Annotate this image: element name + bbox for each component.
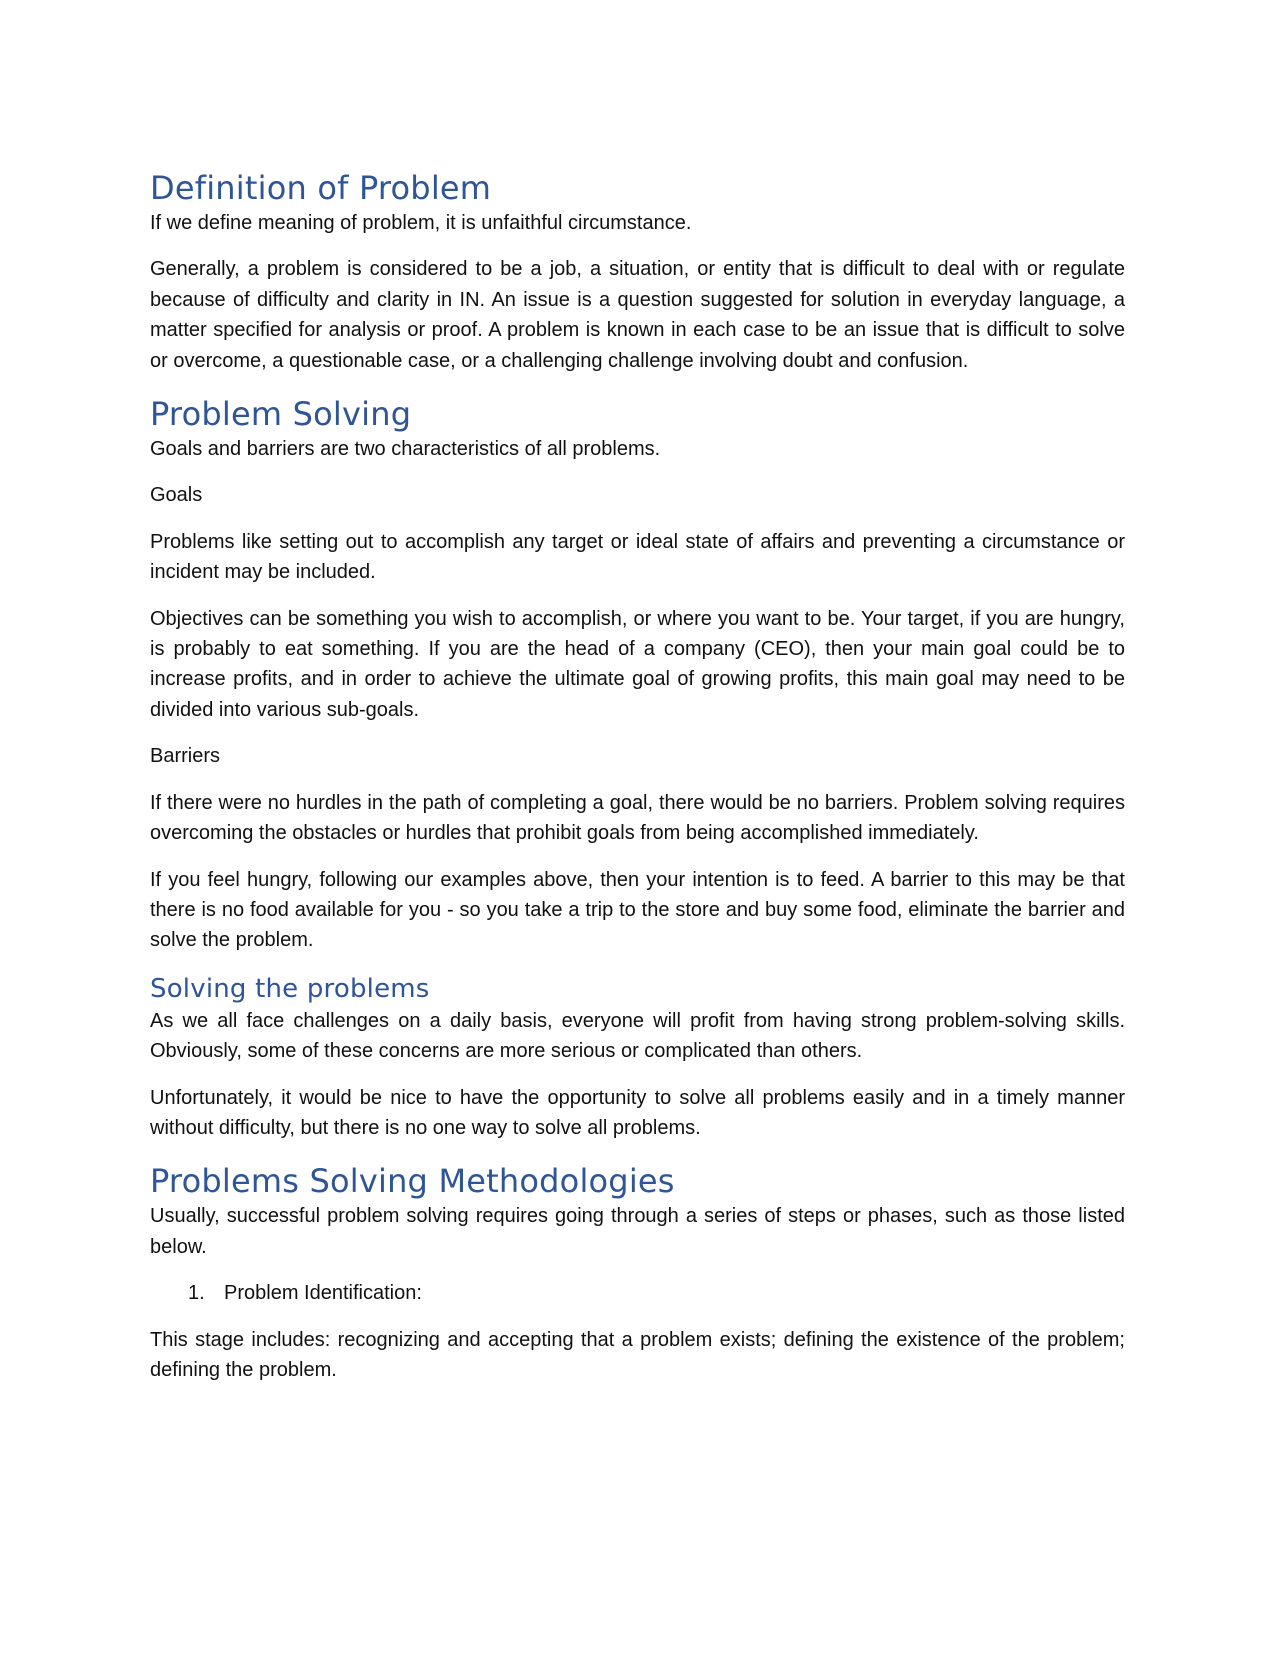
paragraph: If we define meaning of problem, it is unfaithful circumstance. [150,212,692,234]
paragraph: As we all face challenges on a daily basis, everyone will profit from having strong problem-solving skills. Obviously, some of these concerns are more serious or complicated than others. [150,1009,1125,1063]
paragraph: If you feel hungry, following our examples above, then your intention is to feed. A barrier to this may be that there is no food available for you - so you take a trip to the store and buy some food, eliminate the barrier and solve the problem. [150,868,1125,952]
paragraph: Unfortunately, it would be nice to have the opportunity to solve all problems easily and in a timely manner without difficulty, but there is no one way to solve all problems. [150,1086,1125,1139]
heading-solving-the-problems: Solving the problems [150,973,430,1004]
paragraph: This stage includes: recognizing and accepting that a problem exists; defining the existence of the problem; defining the problem. [150,1328,1125,1381]
paragraph: Goals and barriers are two characteristics of all problems. [150,438,661,461]
paragraph: Generally, a problem is considered to be a job, a situation, or entity that is difficult to deal with or regulate because of difficulty and clarity in IN. An issue is a question suggested for solution in everyday language, a matter specified for analysis or proof. A problem is known in each case to be an issue that is difficult to solve or overcome, a questionable case, or a challenging challenge involving doubt and confusion. [150,258,1125,372]
subheading-barriers: Barriers [150,745,221,768]
heading-problems-solving-methodologies: Problems Solving Methodologies [150,1162,675,1201]
list-item [150,1278,1125,1308]
subheading-goals: Goals [150,484,203,507]
paragraph: If there were no hurdles in the path of completing a goal, there would be no barriers. Problem solving requires overcoming the obstacles or hurdles that prohibit goals from being accomplished immediately. [150,791,1125,845]
paragraph: Problems like setting out to accomplish any target or ideal state of affairs and preventing a circumstance or incident may be included. [150,530,1125,584]
paragraph: Objectives can be something you wish to accomplish, or where you want to be. Your target, if you are hungry, is probably to eat something. If you are the head of a company (CEO), then your main goal could be to increase profits, and in order to achieve the ultimate goal of growing profits, this main goal may need to be divided into various sub-goals. [150,607,1125,721]
heading-definition-of-problem: Definition of Problem [150,169,492,207]
heading-problem-solving: Problem Solving [150,395,412,434]
list-item-number: 1. [188,1282,205,1305]
document-page [150,168,1125,1401]
numbered-list [150,1278,1125,1308]
list-item-text: Problem Identification: [224,1282,422,1305]
paragraph: Usually, successful problem solving requires going through a series of steps or phases, such as those listed below. [150,1205,1125,1258]
